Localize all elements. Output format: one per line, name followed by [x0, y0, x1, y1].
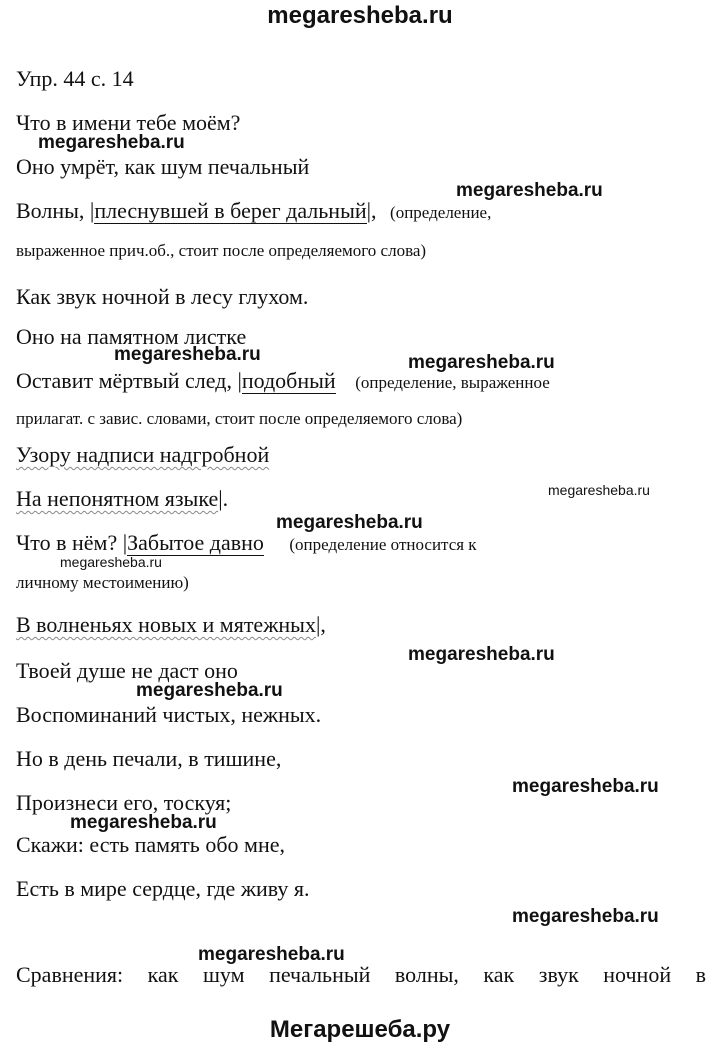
poem-line-15: Воспоминаний чистых, нежных.: [16, 702, 322, 727]
poem-line-6: Оно на памятном листке: [16, 324, 247, 349]
header-watermark: megaresheba.ru: [267, 2, 453, 29]
watermark: megaresheba.ru: [60, 554, 162, 570]
poem-line-2: Оно умрёт, как шум печальный: [16, 154, 310, 179]
line-13-text: В волненьях новых и мятежных: [16, 612, 316, 637]
watermark: megaresheba.ru: [456, 180, 603, 201]
poem-line-19: Есть в мире сердце, где живу я.: [16, 876, 310, 901]
poem-line-14: Твоей душе не даст оно: [16, 658, 238, 683]
watermark: megaresheba.ru: [512, 776, 659, 797]
watermark: megaresheba.ru: [198, 944, 345, 965]
watermark: megaresheba.ru: [38, 132, 185, 153]
poem-line-9: Узору надписи надгробной: [16, 442, 270, 467]
watermark: megaresheba.ru: [276, 512, 423, 533]
poem-line-1: Что в имени тебе моём?: [16, 110, 241, 135]
note-line-4: выраженное прич.об., стоит после определяемого слова): [16, 241, 427, 260]
poem-line-3: [16, 198, 491, 224]
watermark: megaresheba.ru: [512, 906, 659, 927]
footer-watermark: Мегарешеба.ру: [269, 1016, 451, 1043]
poem-line-10: [16, 486, 228, 512]
note-line-11: (определение относится к: [289, 535, 477, 554]
poem-line-13: [16, 612, 326, 638]
exercise-title: Упр. 44 с. 14: [16, 66, 134, 91]
adjective-word: подобный: [241, 368, 336, 393]
poem-line-17: Произнеси его, тоскуя;: [16, 790, 232, 815]
line-10-end: |.: [218, 486, 229, 511]
line-7-start: Оставит мёртвый след, |: [16, 368, 242, 393]
poem-line-5: Как звук ночной в лесу глухом.: [16, 284, 309, 309]
line-13-end: |,: [315, 612, 326, 637]
watermark: megaresheba.ru: [70, 812, 217, 833]
poem-line-18: Скажи: есть память обо мне,: [16, 832, 285, 857]
watermark: megaresheba.ru: [548, 482, 650, 498]
line-10-text: На непонятном языке: [16, 486, 219, 511]
comparison-line: Сравнения: как шум печальный волны, как звук ночной в: [16, 962, 706, 987]
participle-phrase-2: Забытое давно: [127, 530, 264, 555]
note-definition: (определение,: [390, 203, 492, 222]
poem-line-16: Но в день печали, в тишине,: [16, 746, 282, 771]
line-3-start: Волны, |: [16, 198, 95, 223]
note-line-7: (определение, выраженное: [355, 373, 550, 392]
note-line-8: прилагат. с завис. словами, стоит после определяемого слова): [16, 409, 463, 428]
watermark: megaresheba.ru: [408, 352, 555, 373]
watermark: megaresheba.ru: [114, 344, 261, 365]
watermark: megaresheba.ru: [136, 680, 283, 701]
note-line-12: личному местоимению): [16, 573, 189, 592]
line-11-start: Что в нём? |: [16, 530, 128, 555]
participial-phrase: плеснувшей в берег дальный: [94, 198, 367, 223]
watermark: megaresheba.ru: [408, 644, 555, 665]
line-3-end: |,: [366, 198, 377, 223]
